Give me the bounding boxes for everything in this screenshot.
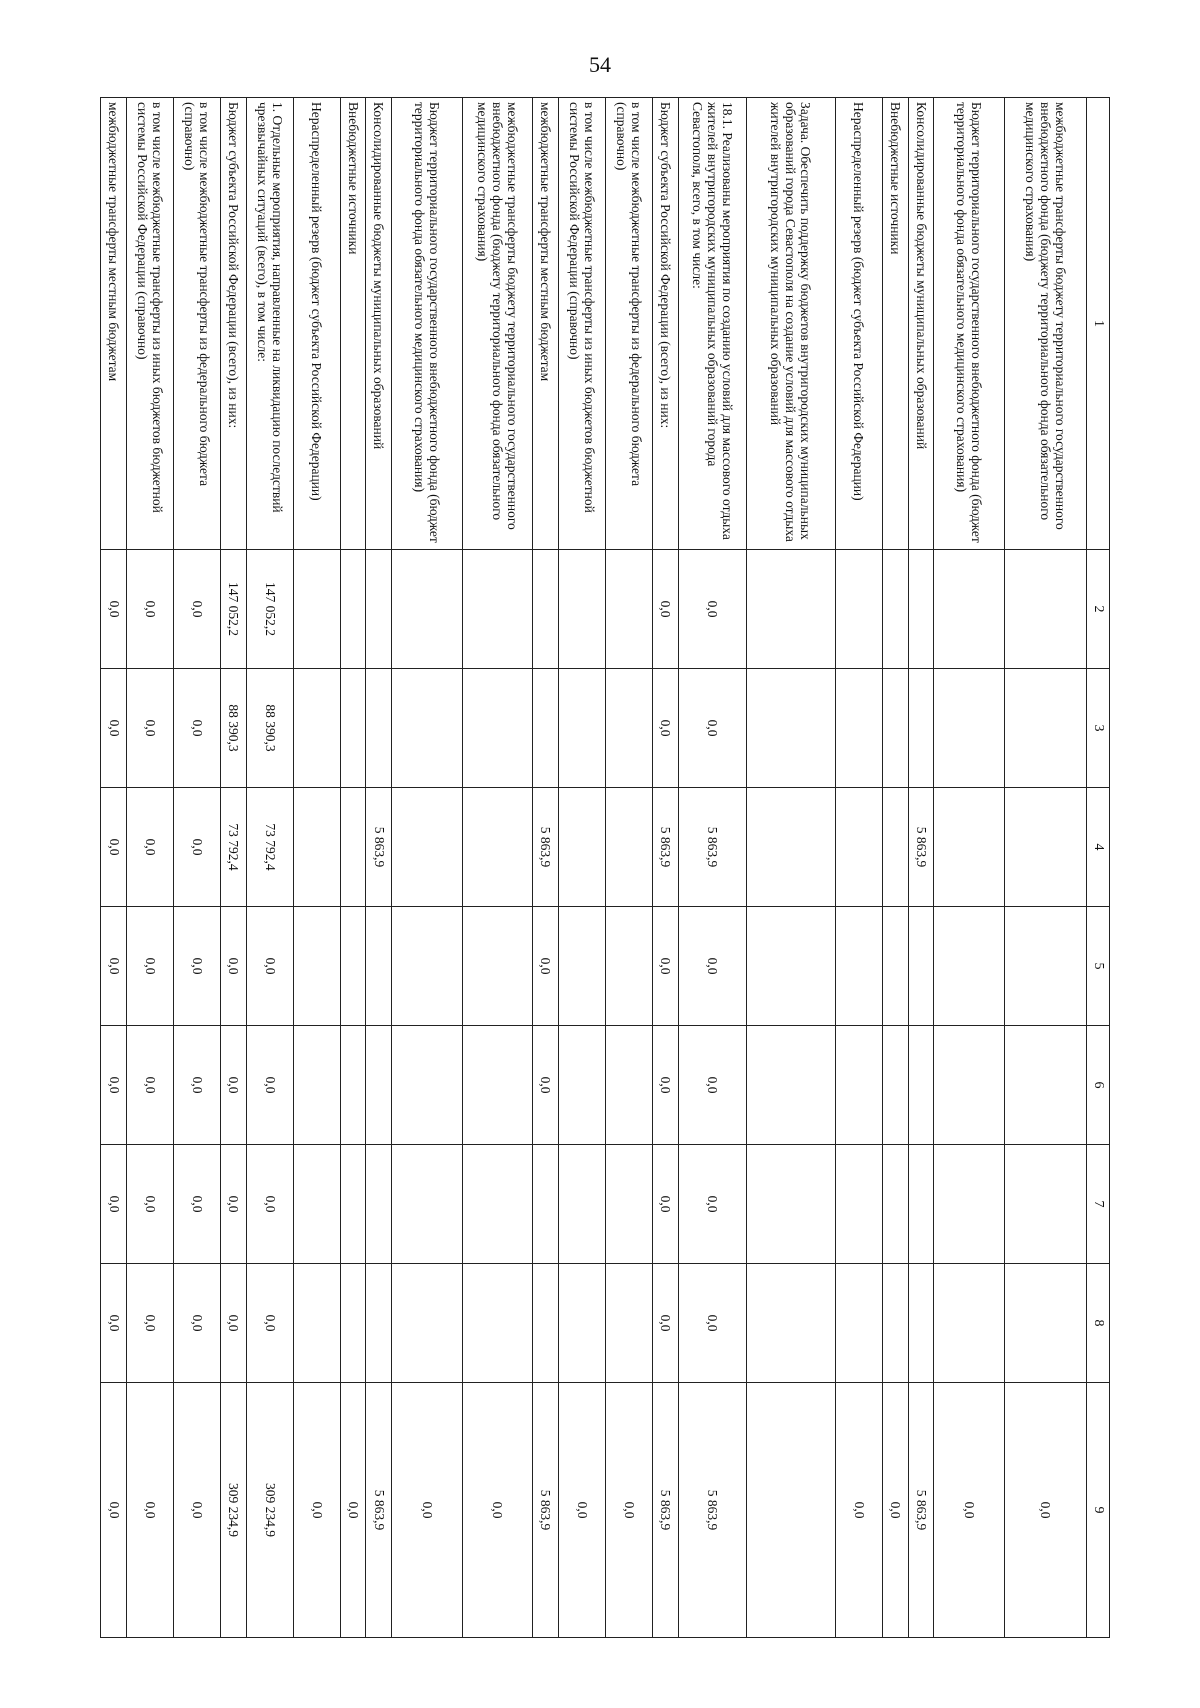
value-cell <box>1004 1264 1086 1383</box>
value-cell <box>293 1026 340 1145</box>
table-row <box>678 98 746 1638</box>
value-cell: 0,0 <box>173 550 220 669</box>
value-cell <box>392 669 462 788</box>
value-cell: 5 863,9 <box>678 788 746 907</box>
value-cell <box>882 1264 908 1383</box>
value-cell <box>746 788 835 907</box>
value-cell: 0,0 <box>173 788 220 907</box>
value-cell: 88 390,3 <box>246 669 293 788</box>
value-cell <box>908 907 934 1026</box>
value-cell <box>934 788 1004 907</box>
value-cell: 0,0 <box>127 1383 174 1638</box>
value-cell <box>1004 907 1086 1026</box>
value-cell <box>835 669 882 788</box>
value-cell <box>882 1026 908 1145</box>
row-label: Нераспределенный резерв (бюджет субъекта Российской Федерации) <box>293 98 340 550</box>
value-cell <box>882 550 908 669</box>
row-label: межбюджетные трансферты местным бюджетам <box>101 98 127 550</box>
row-label: в том числе межбюджетные трансферты из федерального бюджета (справочно) <box>173 98 220 550</box>
value-cell: 0,0 <box>340 1383 366 1638</box>
value-cell: 0,0 <box>127 1264 174 1383</box>
table-row <box>101 98 127 1638</box>
table-row <box>558 98 605 1638</box>
value-cell <box>835 1264 882 1383</box>
table-row <box>462 98 532 1638</box>
value-cell: 0,0 <box>652 550 678 669</box>
value-cell <box>605 907 652 1026</box>
value-cell: 0,0 <box>101 788 127 907</box>
value-cell <box>835 1026 882 1145</box>
value-cell: 0,0 <box>293 1383 340 1638</box>
value-cell: 5 863,9 <box>366 1383 392 1638</box>
value-cell: 0,0 <box>220 1026 246 1145</box>
row-label: в том числе межбюджетные трансферты из иных бюджетов бюджетной системы Российской Федерации (справочно) <box>127 98 174 550</box>
value-cell <box>558 669 605 788</box>
value-cell <box>558 1264 605 1383</box>
value-cell <box>746 1026 835 1145</box>
value-cell: 5 863,9 <box>366 788 392 907</box>
value-cell <box>908 1264 934 1383</box>
value-cell <box>746 1145 835 1264</box>
value-cell <box>392 1264 462 1383</box>
table-row <box>127 98 174 1638</box>
value-cell <box>340 907 366 1026</box>
value-cell: 0,0 <box>127 669 174 788</box>
table-row <box>533 98 559 1638</box>
value-cell: 0,0 <box>127 1026 174 1145</box>
value-cell: 5 863,9 <box>908 1383 934 1638</box>
value-cell <box>340 1026 366 1145</box>
value-cell: 0,0 <box>652 907 678 1026</box>
row-label: межбюджетные трансферты местным бюджетам <box>533 98 559 550</box>
value-cell <box>340 1145 366 1264</box>
table-row <box>882 98 908 1638</box>
row-label: Бюджет территориального государственного внебюджетного фонда (бюджет территориального фонда обязательного медицинского страхования) <box>392 98 462 550</box>
value-cell <box>392 550 462 669</box>
value-cell: 0,0 <box>173 1264 220 1383</box>
value-cell: 0,0 <box>101 1264 127 1383</box>
row-label: Консолидированные бюджеты муниципальных образований <box>366 98 392 550</box>
value-cell <box>293 788 340 907</box>
value-cell: 0,0 <box>173 907 220 1026</box>
value-cell <box>558 550 605 669</box>
value-cell: 0,0 <box>462 1383 532 1638</box>
table-row <box>173 98 220 1638</box>
table-row <box>835 98 882 1638</box>
value-cell: 88 390,3 <box>220 669 246 788</box>
value-cell <box>882 788 908 907</box>
value-cell <box>882 907 908 1026</box>
value-cell: 0,0 <box>101 550 127 669</box>
value-cell: 147 052,2 <box>220 550 246 669</box>
value-cell <box>366 669 392 788</box>
table-row <box>1004 98 1086 1638</box>
value-cell <box>746 550 835 669</box>
row-label: 18.1. Реализованы мероприятия по созданию условий для массового отдыха жителей внутригородских муниципальных образований города Севастополя, всего, в том числе: <box>678 98 746 550</box>
table-row <box>293 98 340 1638</box>
value-cell: 0,0 <box>678 1026 746 1145</box>
value-cell <box>1004 669 1086 788</box>
value-cell <box>835 550 882 669</box>
value-cell <box>746 907 835 1026</box>
value-cell <box>293 1264 340 1383</box>
table-row <box>246 98 293 1638</box>
column-header: 4 <box>1087 788 1110 907</box>
value-cell <box>293 907 340 1026</box>
value-cell: 0,0 <box>652 669 678 788</box>
value-cell <box>1004 1026 1086 1145</box>
value-cell: 0,0 <box>246 907 293 1026</box>
value-cell <box>908 550 934 669</box>
value-cell: 0,0 <box>835 1383 882 1638</box>
value-cell: 73 792,4 <box>246 788 293 907</box>
value-cell: 0,0 <box>678 1145 746 1264</box>
value-cell <box>340 550 366 669</box>
value-cell <box>366 550 392 669</box>
value-cell <box>533 1264 559 1383</box>
table-row <box>366 98 392 1638</box>
value-cell <box>1004 788 1086 907</box>
row-label: в том числе межбюджетные трансферты из иных бюджетов бюджетной системы Российской Федерации (справочно) <box>558 98 605 550</box>
value-cell: 0,0 <box>127 907 174 1026</box>
value-cell: 0,0 <box>246 1026 293 1145</box>
value-cell: 0,0 <box>246 1264 293 1383</box>
rotated-table-container <box>100 97 1110 1637</box>
value-cell: 0,0 <box>392 1383 462 1638</box>
value-cell: 0,0 <box>101 1026 127 1145</box>
value-cell <box>908 1145 934 1264</box>
value-cell: 0,0 <box>127 788 174 907</box>
value-cell <box>746 1264 835 1383</box>
value-cell <box>934 1026 1004 1145</box>
table-row <box>908 98 934 1638</box>
value-cell <box>340 1264 366 1383</box>
value-cell <box>934 1145 1004 1264</box>
value-cell <box>366 1145 392 1264</box>
value-cell <box>462 550 532 669</box>
row-label: Бюджет территориального государственного внебюджетного фонда (бюджет территориального фонда обязательного медицинского страхования) <box>934 98 1004 550</box>
value-cell: 5 863,9 <box>652 1383 678 1638</box>
value-cell: 0,0 <box>652 1145 678 1264</box>
value-cell <box>533 1145 559 1264</box>
value-cell: 0,0 <box>101 907 127 1026</box>
value-cell: 0,0 <box>220 1145 246 1264</box>
value-cell <box>392 1145 462 1264</box>
table-row <box>934 98 1004 1638</box>
value-cell: 0,0 <box>246 1145 293 1264</box>
column-header: 5 <box>1087 907 1110 1026</box>
value-cell: 0,0 <box>1004 1383 1086 1638</box>
table-body <box>101 98 1087 1638</box>
row-label: Бюджет субъекта Российской Федерации (всего), из них: <box>220 98 246 550</box>
row-label: Задача. Обеспечить поддержку бюджетов внутригородских муниципальных образований города Севастополя на создание условий для массового отдыха жителей внутригородских муниципальных образований <box>746 98 835 550</box>
value-cell: 0,0 <box>652 1264 678 1383</box>
table-row <box>220 98 246 1638</box>
row-label: Консолидированные бюджеты муниципальных образований <box>908 98 934 550</box>
row-label: Внебюджетные источники <box>882 98 908 550</box>
row-label: Нераспределенный резерв (бюджет субъекта Российской Федерации) <box>835 98 882 550</box>
row-label: 1. Отдельные мероприятия, направленные на ликвидацию последствий чрезвычайных ситуаций (всего), в том числе: <box>246 98 293 550</box>
value-cell <box>340 669 366 788</box>
value-cell: 0,0 <box>678 1264 746 1383</box>
table-row <box>652 98 678 1638</box>
value-cell <box>605 788 652 907</box>
value-cell: 0,0 <box>558 1383 605 1638</box>
column-header: 1 <box>1087 98 1110 550</box>
value-cell <box>392 788 462 907</box>
value-cell <box>605 550 652 669</box>
row-label: межбюджетные трансферты бюджету территориального государственного внебюджетного фонда (бюджету территориального фонда обязательного медицинского страхования) <box>1004 98 1086 550</box>
value-cell <box>366 907 392 1026</box>
value-cell <box>605 669 652 788</box>
value-cell: 0,0 <box>220 1264 246 1383</box>
value-cell <box>558 1026 605 1145</box>
value-cell <box>1004 1145 1086 1264</box>
value-cell: 147 052,2 <box>246 550 293 669</box>
value-cell <box>462 1026 532 1145</box>
value-cell: 5 863,9 <box>908 788 934 907</box>
value-cell <box>462 907 532 1026</box>
value-cell: 0,0 <box>173 1383 220 1638</box>
value-cell <box>908 669 934 788</box>
value-cell <box>605 1145 652 1264</box>
budget-table <box>100 97 1110 1638</box>
value-cell <box>558 788 605 907</box>
table-row <box>392 98 462 1638</box>
value-cell: 0,0 <box>882 1383 908 1638</box>
value-cell: 5 863,9 <box>533 1383 559 1638</box>
value-cell: 0,0 <box>678 907 746 1026</box>
header-row <box>1087 98 1110 1638</box>
value-cell: 0,0 <box>678 550 746 669</box>
value-cell <box>392 1026 462 1145</box>
value-cell <box>340 788 366 907</box>
value-cell <box>558 1145 605 1264</box>
table-row <box>605 98 652 1638</box>
column-header: 6 <box>1087 1026 1110 1145</box>
value-cell <box>462 1145 532 1264</box>
value-cell <box>392 907 462 1026</box>
column-header: 2 <box>1087 550 1110 669</box>
row-label: в том числе межбюджетные трансферты из федерального бюджета (справочно) <box>605 98 652 550</box>
value-cell: 5 863,9 <box>652 788 678 907</box>
value-cell <box>835 788 882 907</box>
value-cell: 0,0 <box>652 1026 678 1145</box>
value-cell <box>462 1264 532 1383</box>
value-cell: 0,0 <box>127 550 174 669</box>
value-cell: 0,0 <box>678 669 746 788</box>
value-cell <box>908 1026 934 1145</box>
value-cell: 309 234,9 <box>246 1383 293 1638</box>
value-cell: 0,0 <box>533 907 559 1026</box>
value-cell: 0,0 <box>220 907 246 1026</box>
row-label: Бюджет субъекта Российской Федерации (всего), из них: <box>652 98 678 550</box>
value-cell: 0,0 <box>533 1026 559 1145</box>
page-number: 54 <box>589 52 611 77</box>
row-label: межбюджетные трансферты бюджету территориального государственного внебюджетного фонда (бюджету территориального фонда обязательного медицинского страхования) <box>462 98 532 550</box>
value-cell <box>882 669 908 788</box>
value-cell <box>934 550 1004 669</box>
value-cell <box>746 1383 835 1638</box>
value-cell <box>293 550 340 669</box>
value-cell <box>533 550 559 669</box>
value-cell <box>366 1264 392 1383</box>
value-cell: 309 234,9 <box>220 1383 246 1638</box>
value-cell <box>605 1026 652 1145</box>
column-header: 7 <box>1087 1145 1110 1264</box>
value-cell: 0,0 <box>101 1383 127 1638</box>
table-row <box>340 98 366 1638</box>
value-cell <box>605 1264 652 1383</box>
value-cell: 0,0 <box>605 1383 652 1638</box>
value-cell <box>462 669 532 788</box>
column-header: 8 <box>1087 1264 1110 1383</box>
table-row <box>746 98 835 1638</box>
value-cell <box>934 669 1004 788</box>
value-cell <box>462 788 532 907</box>
value-cell: 5 863,9 <box>678 1383 746 1638</box>
value-cell: 0,0 <box>173 1026 220 1145</box>
value-cell <box>882 1145 908 1264</box>
value-cell <box>835 907 882 1026</box>
value-cell <box>366 1026 392 1145</box>
value-cell <box>1004 550 1086 669</box>
value-cell <box>835 1145 882 1264</box>
value-cell <box>934 1264 1004 1383</box>
column-header: 9 <box>1087 1383 1110 1638</box>
value-cell: 0,0 <box>934 1383 1004 1638</box>
value-cell: 0,0 <box>173 669 220 788</box>
value-cell <box>558 907 605 1026</box>
value-cell: 5 863,9 <box>533 788 559 907</box>
value-cell: 0,0 <box>173 1145 220 1264</box>
column-header: 3 <box>1087 669 1110 788</box>
row-label: Внебюджетные источники <box>340 98 366 550</box>
value-cell <box>934 907 1004 1026</box>
value-cell: 0,0 <box>101 669 127 788</box>
value-cell <box>293 669 340 788</box>
value-cell: 0,0 <box>101 1145 127 1264</box>
value-cell <box>293 1145 340 1264</box>
value-cell <box>533 669 559 788</box>
value-cell: 73 792,4 <box>220 788 246 907</box>
value-cell: 0,0 <box>127 1145 174 1264</box>
value-cell <box>746 669 835 788</box>
